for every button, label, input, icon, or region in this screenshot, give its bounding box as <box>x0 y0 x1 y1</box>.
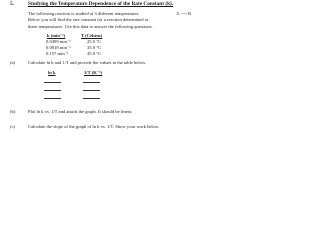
problem-number: 5. <box>10 1 14 7</box>
k-value-2: 0.0818 min⁻¹ <box>46 45 71 50</box>
ln-k-blank-2[interactable] <box>44 90 61 91</box>
temperature-column-header: T (Celsius) <box>81 33 103 38</box>
intro-line-1-text: The following reaction is studied at 3 different temperatures. <box>28 11 140 16</box>
part-a-text: Calculate ln k and 1/T and provide the values in the table below. <box>28 60 147 65</box>
reaction-equation: A ⟶ B <box>176 11 192 16</box>
part-c-text: Calculate the slope of the graph of ln k vs. 1/T. Show your work below. <box>28 124 160 129</box>
k-value-3: 0.157 min⁻¹ <box>46 51 69 56</box>
intro-line-3: these temperatures. Use this data to answer the following questions. <box>28 23 153 29</box>
part-c-label: (c) <box>10 124 16 129</box>
temperature-value-1: 25.0 °C <box>87 39 102 44</box>
ln-k-blank-1[interactable] <box>44 82 61 83</box>
part-b-label: (b) <box>10 109 16 114</box>
k-value-1: 0.0499 min⁻¹ <box>46 39 71 44</box>
inverse-t-blank-1[interactable] <box>83 82 100 83</box>
problem-title-text: Studying the Temperature Dependence of the Rate Constant (k). <box>28 1 174 7</box>
intro-paragraph <box>28 11 153 30</box>
problem-title <box>28 1 173 7</box>
ln-k-column-header: ln k <box>48 70 56 75</box>
inverse-t-column-header: 1/T (K⁻¹) <box>84 70 103 75</box>
inverse-t-blank-2[interactable] <box>83 90 100 91</box>
ln-k-blank-3[interactable] <box>44 98 61 99</box>
inverse-t-blank-3[interactable] <box>83 98 100 99</box>
intro-line-2: Below you will find the rate constant for a reaction determined at <box>28 17 149 23</box>
temperature-value-2: 35.0 °C <box>87 45 102 50</box>
temperature-value-3: 45.0 °C <box>87 51 102 56</box>
part-b-text: Plot ln k vs. 1/T and attach the graph. It should be linear. <box>28 109 133 114</box>
part-a-label: (a) <box>10 60 16 65</box>
k-column-header: k (min⁻¹) <box>47 33 66 38</box>
